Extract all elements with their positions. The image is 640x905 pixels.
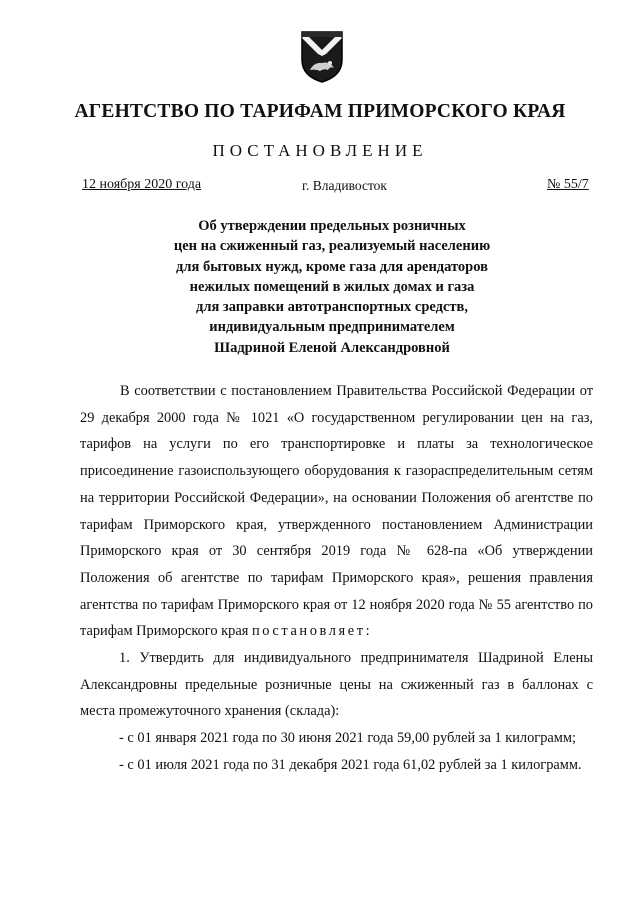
document-type: ПОСТАНОВЛЕНИЕ [212,141,428,160]
preamble-text: В соответствии с постановлением Правительства Российской Федерации от 29 декабря 2000 года № 1021 «О государственном регулировании цен на газ, тарифов на услуги по его транспортировке и платы за технологическое присоединение газоиспользующего оборудования к газораспределительным сетям на территории Российской Федерации», на основании Положения об агентстве по тарифам Приморского края, утвержденного постановлением Администрации Приморского края от 30 сентября 2019 года № 628-па «Об утверждении Положения об агентстве по тарифам Приморского края», решения правления агентства по тарифам Приморского края от 12 ноября 2020 года № 55 агентство по тарифам Приморского края [80,383,593,640]
preamble-paragraph [80,378,593,645]
item-1-paragraph: 1. Утвердить для индивидуального предпринимателя Шадриной Елены Александровны предельные розничные цены на сжиженный газ в баллонах с места промежуточного хранения (склада): [80,650,593,720]
document-city: г. Владивосток [302,178,387,193]
document-date: 12 ноября 2020 года [82,177,202,192]
coat-of-arms-icon [300,30,344,84]
title-line: цен на сжиженный газ, реализуемый населению [173,238,491,255]
title-line: нежилых помещений в жилых домах и газа [189,278,475,295]
title-line: для бытовых нужд, кроме газа для арендаторов [176,258,488,275]
title-line: для заправки автотранспортных средств, [195,299,469,316]
agency-name: АГЕНТСТВО ПО ТАРИФАМ ПРИМОРСКОГО КРАЯ [74,101,566,122]
resolves-word: постановляет: [251,623,373,640]
price-line-2: - с 01 июля 2021 года по 31 декабря 2021 года 61,02 рублей за 1 килограмм. [119,756,582,773]
title-line: Шадриной Еленой Александровной [214,339,450,356]
document-number: № 55/7 [547,177,589,192]
document-title [150,216,514,358]
price-line-1: - с 01 января 2021 года по 30 июня 2021 года 59,00 рублей за 1 килограмм; [119,730,577,747]
title-line: индивидуальным предпринимателем [209,319,455,336]
document-body [80,378,593,779]
title-line: Об утверждении предельных розничных [198,218,466,234]
